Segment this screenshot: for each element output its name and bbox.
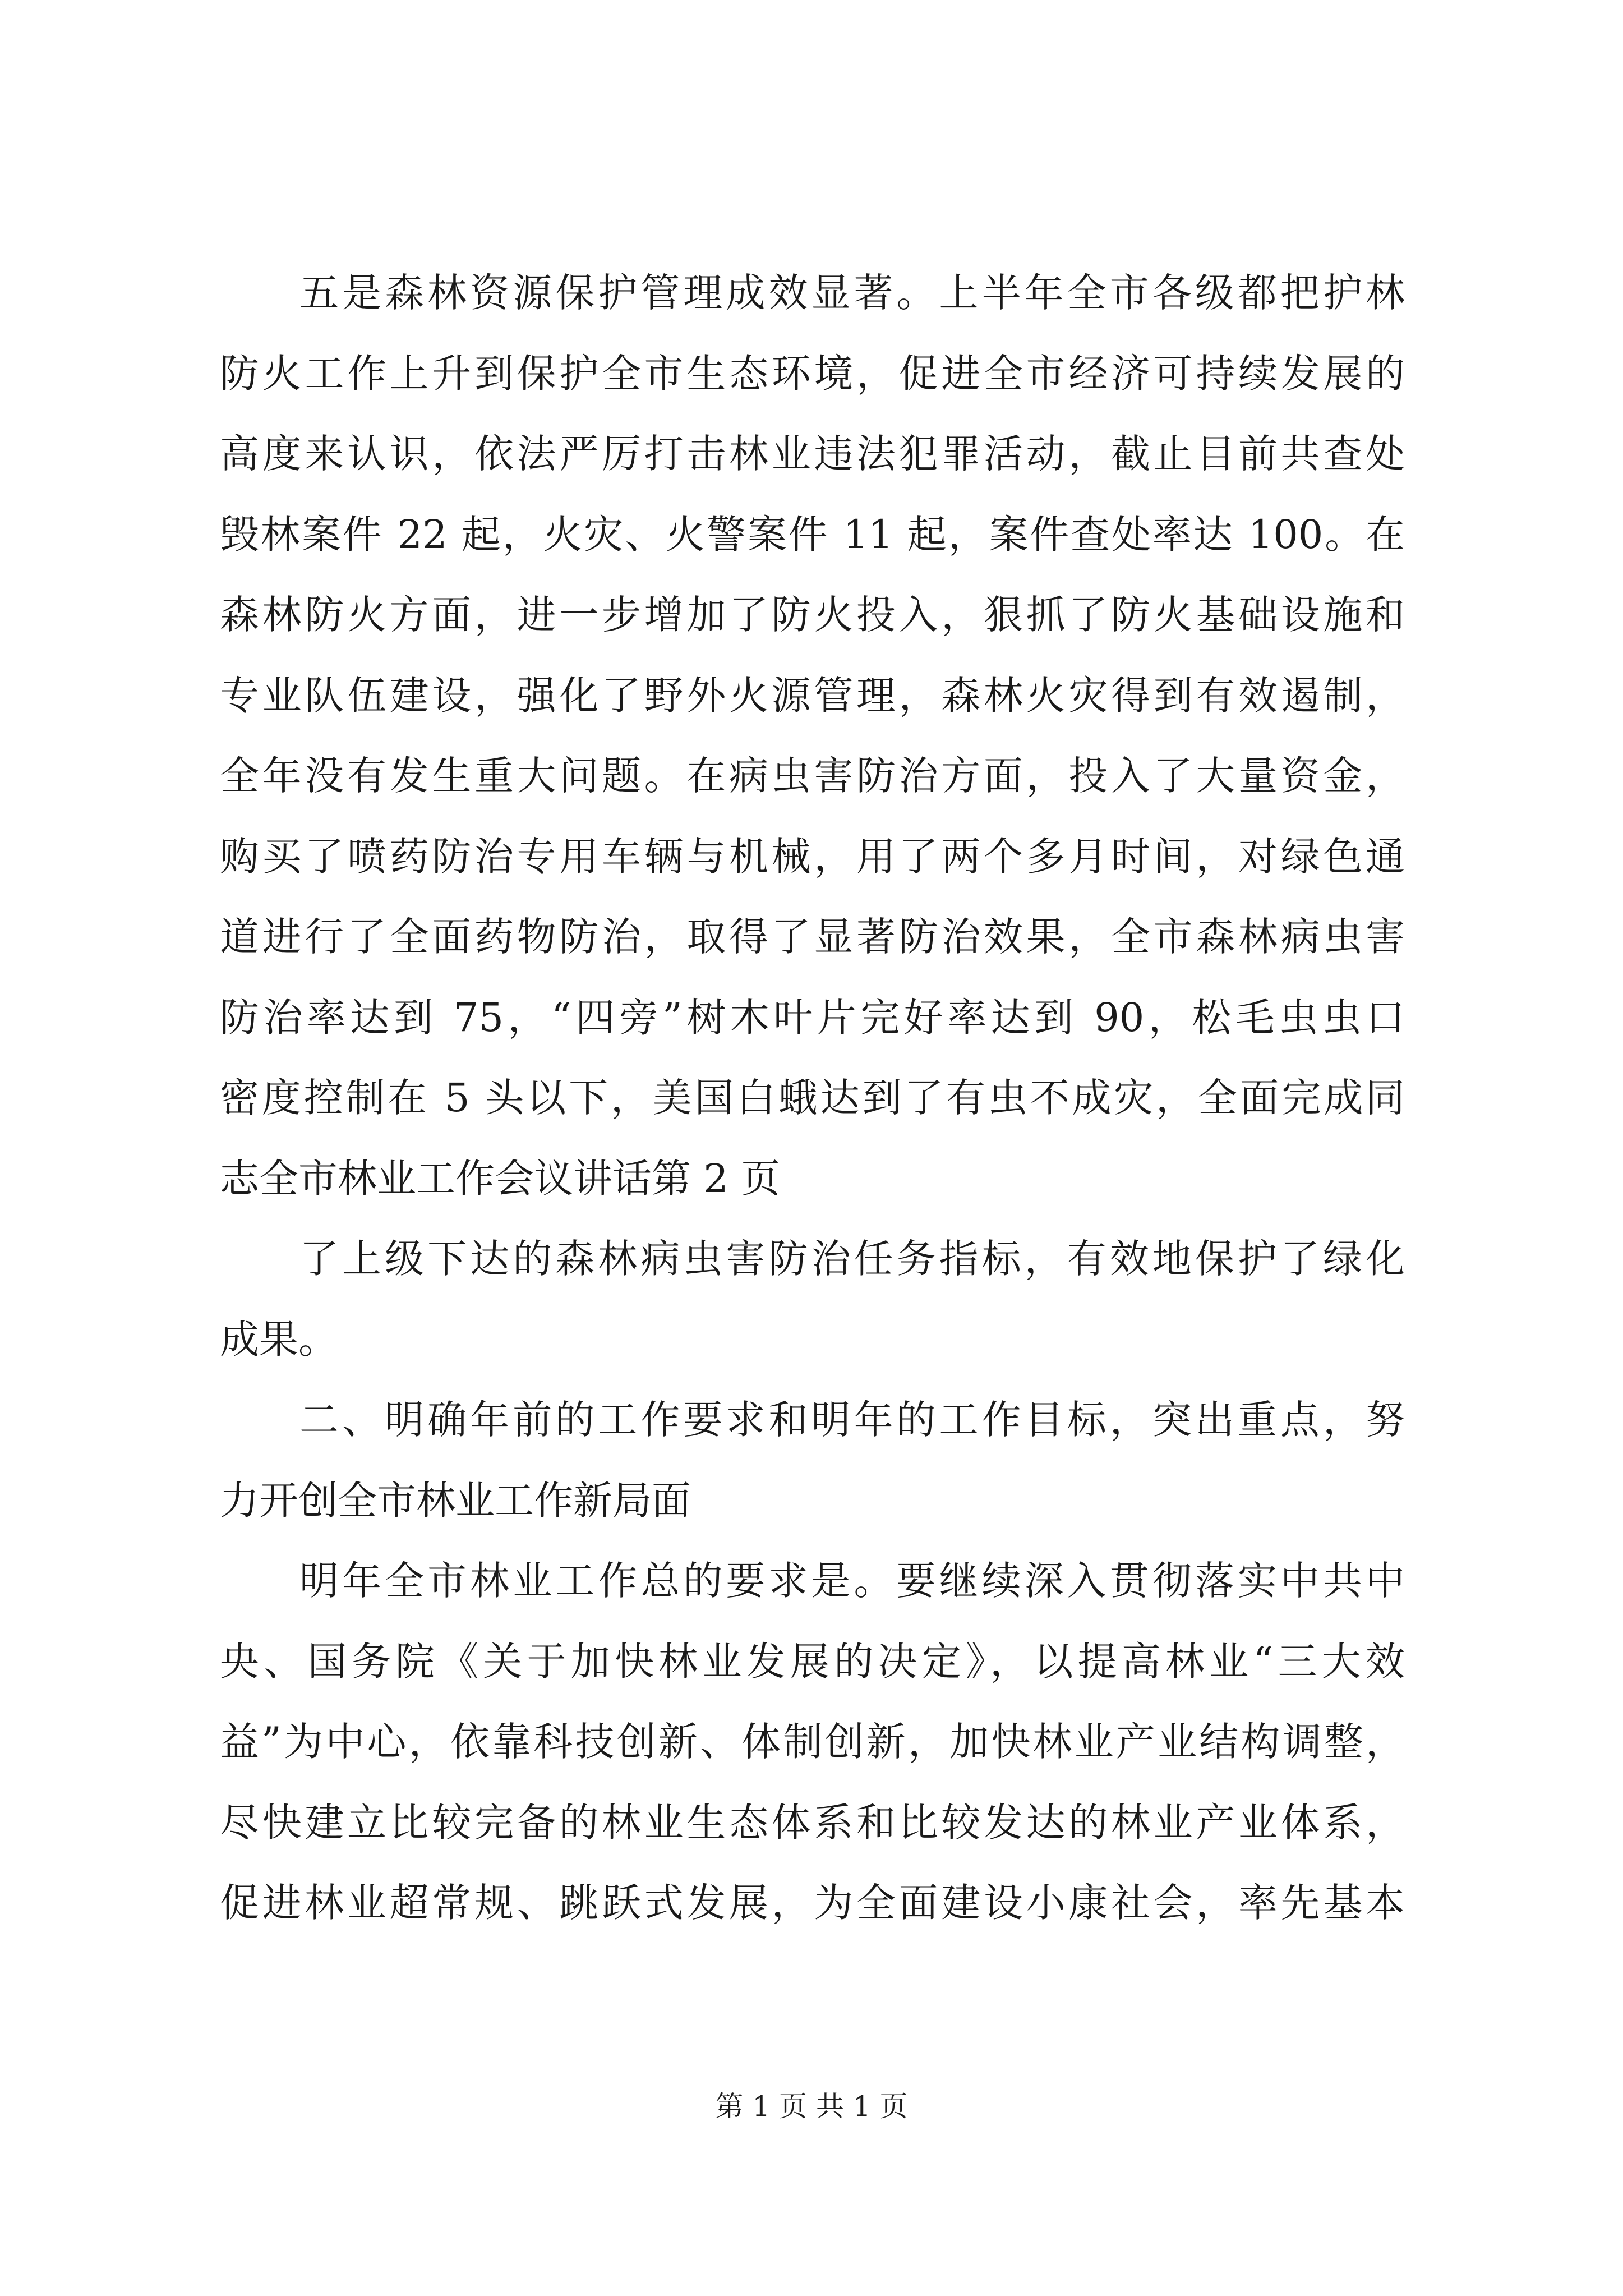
paragraph-line: 高度来认识，依法严厉打击林业违法犯罪活动，截止目前共查处 [220, 431, 1405, 477]
paragraph-line: 森林防火方面，进一步增加了防火投入，狠抓了防火基础设施和 [220, 592, 1405, 638]
paragraph-line: 毁林案件 22 起，火灾、火警案件 11 起，案件查处率达 100。在 [220, 511, 1405, 558]
paragraph-line: 五是森林资源保护管理成效显著。上半年全市各级都把护林 [299, 270, 1405, 316]
paragraph-line: 购买了喷药防治专用车辆与机械，用了两个多月时间，对绿色通 [220, 833, 1405, 880]
heading-line: 力开创全市林业工作新局面 [220, 1477, 691, 1524]
paragraph-line: 道进行了全面药物防治，取得了显著防治效果，全市森林病虫害 [220, 914, 1405, 960]
paragraph-next-year-requirements [220, 1541, 1405, 1944]
paragraph-line: 密度控制在 5 头以下，美国白蛾达到了有虫不成灾，全面完成同 [220, 1075, 1405, 1121]
document-body [220, 253, 1405, 1944]
paragraph-line: 益”为中心，依靠科技创新、体制创新，加快林业产业结构调整， [220, 1719, 1405, 1765]
paragraph-line: 专业队伍建设，强化了野外火源管理，森林火灾得到有效遏制， [220, 672, 1405, 719]
paragraph-continuation [220, 1219, 1405, 1380]
paragraph-line: 全年没有发生重大问题。在病虫害防治方面，投入了大量资金， [220, 753, 1405, 799]
paragraph-line: 明年全市林业工作总的要求是。要继续深入贯彻落实中共中 [299, 1558, 1405, 1604]
heading-line: 二、明确年前的工作要求和明年的工作目标，突出重点，努 [299, 1397, 1405, 1443]
paragraph-line: 成果。 [220, 1316, 338, 1363]
page-number-footer: 第 1 页 共 1 页 [715, 2090, 908, 2123]
paragraph-line: 促进林业超常规、跳跃式发展，为全面建设小康社会，率先基本 [220, 1880, 1405, 1926]
paragraph-line: 志全市林业工作会议讲话第 2 页 [220, 1155, 781, 1202]
paragraph-line: 防治率达到 75，“四旁”树木叶片完好率达到 90，松毛虫虫口 [220, 994, 1405, 1041]
paragraph-line: 了上级下达的森林病虫害防治任务指标，有效地保护了绿化 [299, 1236, 1405, 1282]
paragraph-line: 防火工作上升到保护全市生态环境，促进全市经济可持续发展的 [220, 350, 1405, 397]
section-heading-two [220, 1380, 1405, 1541]
paragraph-line: 尽快建立比较完备的林业生态体系和比较发达的林业产业体系， [220, 1799, 1405, 1846]
paragraph-forest-protection [220, 253, 1405, 1219]
paragraph-line: 央、国务院《关于加快林业发展的决定》，以提高林业“三大效 [220, 1638, 1405, 1685]
